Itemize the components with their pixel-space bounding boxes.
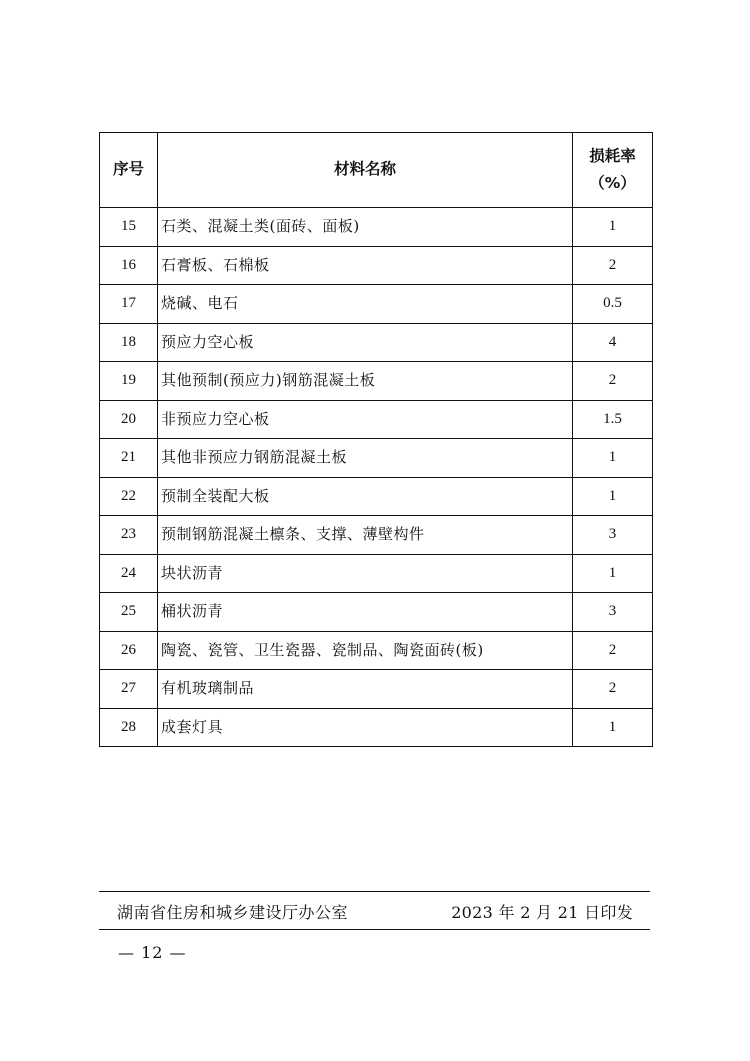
row-seq-number: 21 xyxy=(100,439,158,478)
row-loss-rate: 1 xyxy=(573,439,653,478)
table-row xyxy=(100,400,653,439)
row-loss-rate: 1.5 xyxy=(573,400,653,439)
row-seq-number: 24 xyxy=(100,554,158,593)
row-seq-number: 15 xyxy=(100,208,158,247)
table-body xyxy=(100,208,653,747)
table-row xyxy=(100,708,653,747)
row-material-name: 其他非预应力钢筋混凝土板 xyxy=(158,439,573,478)
table-row xyxy=(100,362,653,401)
row-seq-number: 28 xyxy=(100,708,158,747)
row-material-name: 桶状沥青 xyxy=(158,593,573,632)
row-material-name: 预应力空心板 xyxy=(158,323,573,362)
row-loss-rate: 2 xyxy=(573,246,653,285)
row-material-name: 非预应力空心板 xyxy=(158,400,573,439)
row-loss-rate: 3 xyxy=(573,516,653,555)
row-loss-rate: 0.5 xyxy=(573,285,653,324)
footer-issuer: 湖南省住房和城乡建设厅办公室 xyxy=(117,903,349,922)
row-seq-number: 23 xyxy=(100,516,158,555)
row-loss-rate: 1 xyxy=(573,708,653,747)
row-loss-rate: 2 xyxy=(573,362,653,401)
material-loss-table xyxy=(99,132,653,747)
table-row xyxy=(100,208,653,247)
row-material-name: 其他预制(预应力)钢筋混凝土板 xyxy=(158,362,573,401)
row-seq-number: 26 xyxy=(100,631,158,670)
row-material-name: 成套灯具 xyxy=(158,708,573,747)
row-loss-rate: 1 xyxy=(573,208,653,247)
row-material-name: 陶瓷、瓷管、卫生瓷器、瓷制品、陶瓷面砖(板) xyxy=(158,631,573,670)
row-loss-rate: 3 xyxy=(573,593,653,632)
table-row xyxy=(100,477,653,516)
table-row xyxy=(100,593,653,632)
page-number: — 12 — xyxy=(118,943,187,962)
row-seq-number: 25 xyxy=(100,593,158,632)
row-seq-number: 27 xyxy=(100,670,158,709)
row-material-name: 预制钢筋混凝土檩条、支撑、薄壁构件 xyxy=(158,516,573,555)
row-seq-number: 17 xyxy=(100,285,158,324)
row-loss-rate: 2 xyxy=(573,670,653,709)
row-seq-number: 16 xyxy=(100,246,158,285)
table-header-row xyxy=(100,133,653,208)
row-material-name: 有机玻璃制品 xyxy=(158,670,573,709)
row-seq-number: 20 xyxy=(100,400,158,439)
row-material-name: 石膏板、石棉板 xyxy=(158,246,573,285)
table-row xyxy=(100,285,653,324)
row-loss-rate: 2 xyxy=(573,631,653,670)
row-seq-number: 18 xyxy=(100,323,158,362)
table-row xyxy=(100,631,653,670)
table-row xyxy=(100,323,653,362)
footer-divider-bottom xyxy=(99,929,650,930)
row-material-name: 烧碱、电石 xyxy=(158,285,573,324)
table-row xyxy=(100,554,653,593)
table-row xyxy=(100,246,653,285)
row-loss-rate: 4 xyxy=(573,323,653,362)
header-loss-rate-label: 损耗率 xyxy=(589,146,636,165)
header-loss-rate-unit: （%） xyxy=(589,174,636,192)
table-row xyxy=(100,516,653,555)
row-seq-number: 22 xyxy=(100,477,158,516)
row-material-name: 石类、混凝土类(面砖、面板) xyxy=(158,208,573,247)
table-row xyxy=(100,670,653,709)
row-material-name: 预制全装配大板 xyxy=(158,477,573,516)
footer-divider-top xyxy=(99,891,650,892)
row-loss-rate: 1 xyxy=(573,477,653,516)
header-material-name: 材料名称 xyxy=(158,133,573,208)
row-loss-rate: 1 xyxy=(573,554,653,593)
row-seq-number: 19 xyxy=(100,362,158,401)
row-material-name: 块状沥青 xyxy=(158,554,573,593)
footer-issue-date: 2023 年 2 月 21 日印发 xyxy=(451,903,633,922)
header-seq: 序号 xyxy=(100,133,158,208)
table-row xyxy=(100,439,653,478)
header-loss-rate xyxy=(573,133,653,208)
